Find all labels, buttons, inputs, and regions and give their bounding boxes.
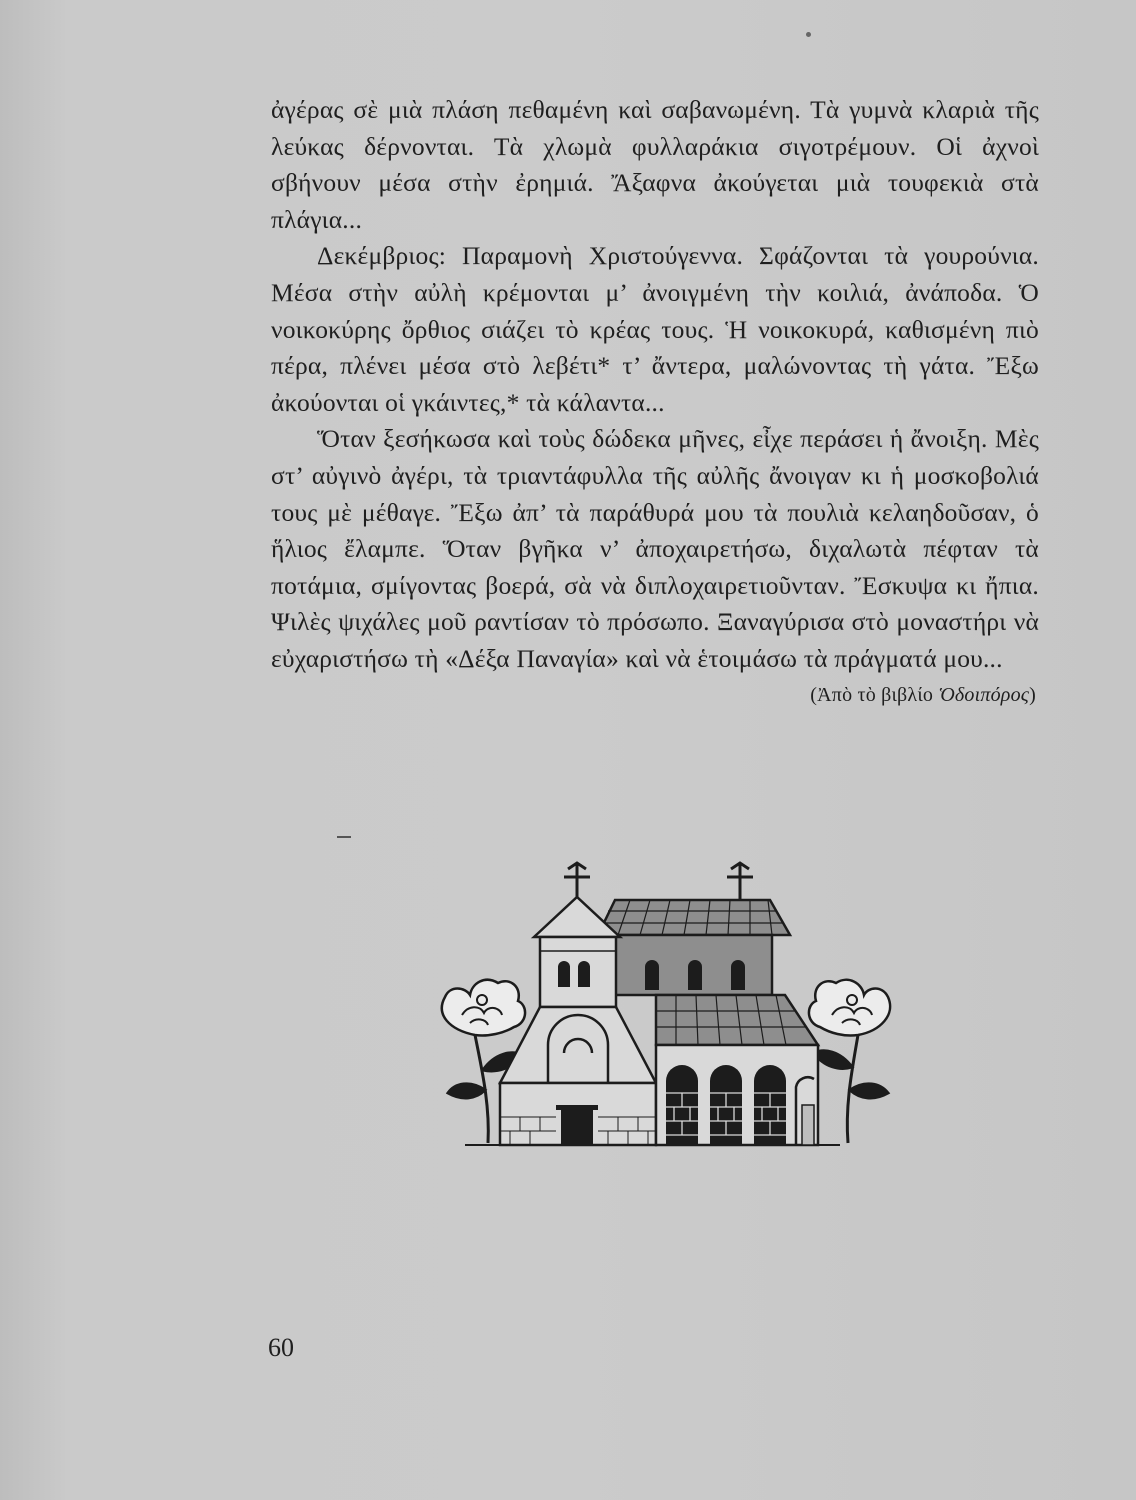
right-flower-icon	[809, 980, 890, 1143]
portico-roof	[656, 995, 818, 1045]
monastery-illustration	[440, 855, 900, 1155]
page-number: 60	[268, 1333, 294, 1362]
body-text	[271, 92, 1039, 710]
portico-arcade	[656, 1045, 818, 1145]
ink-mark	[337, 836, 351, 838]
cross-right-icon	[727, 863, 753, 900]
paragraph-3: Ὅταν ξεσήκωσα καὶ τοὺς δώδεκα μῆνες, εἶχε περάσει ἡ ἄνοιξη. Μὲς στ’ αὐγινὸ ἀγέρι, τὰ τριαντάφυλλα τῆς αὐλῆς ἄνοιγαν κι ἡ μοσκοβολιά τους μὲ μέθαγε. Ἔξω ἀπ’ τὰ παράθυρά μου τὰ πουλιὰ κελαηδοῦσαν, ὁ ἥλιος ἔλαμπε. Ὅταν βγῆκα ν’ ἀποχαιρετήσω, διχαλωτὰ πέφταν τὰ ποτάμια, σμίγοντας βοερά, σὰ νὰ διπλοχαιρετιοῦνταν. Ἔσκυψα κι ἤπια. Ψιλὲς ψιχάλες μοῦ ραντίσαν τὸ πρόσωπο. Ξαναγύρισα στὸ μοναστήρι νὰ εὐχαριστήσω τὴ «Δέξα Παναγία» καὶ νὰ ἑτοιμάσω τὰ πράγματά μου...	[271, 424, 1039, 673]
attribution-prefix: (Ἀπὸ τὸ βιβλίο	[810, 683, 939, 706]
lower-nave	[500, 1007, 656, 1145]
print-speck	[806, 32, 811, 37]
source-attribution	[271, 680, 1039, 710]
cross-left-icon	[564, 863, 590, 897]
paragraph-1: ἀγέρας σὲ μιὰ πλάση πεθαμένη καὶ σαβανωμένη. Τὰ γυμνὰ κλαριὰ τῆς λεύκας δέρνονται. Τὰ χλωμὰ φυλλαράκια σιγοτρέμουν. Οἱ ἀχνοὶ σβήνουν μέσα στὴν ἐρημιά. Ἄξαφνα ἀκούγεται μιὰ τουφεκιὰ στὰ πλάγια...	[271, 95, 1039, 234]
book-title: Ὁδοιπόρος	[938, 683, 1030, 706]
clerestory	[612, 935, 772, 995]
upper-roof	[598, 900, 790, 935]
paragraph-2: Δεκέμβριος: Παραμονὴ Χριστούγεννα. Σφάζονται τὰ γουρούνια. Μέσα στὴν αὐλὴ κρέμονται μ’ ἀνοιγμένη τὴν κοιλιά, ἀνάποδα. Ὁ νοικοκύρης ὄρθιος σιάζει τὸ κρέας τους. Ἡ νοικοκυρά, καθισμένη πιὸ πέρα, πλένει μέσα στὸ λεβέτι* τ’ ἄντερα, μαλώνοντας τὴ γάτα. Ἔξω ἀκούονται οἱ γκάιντες,* τὰ κάλαντα...	[271, 241, 1039, 417]
attribution-suffix: )	[1029, 683, 1036, 706]
